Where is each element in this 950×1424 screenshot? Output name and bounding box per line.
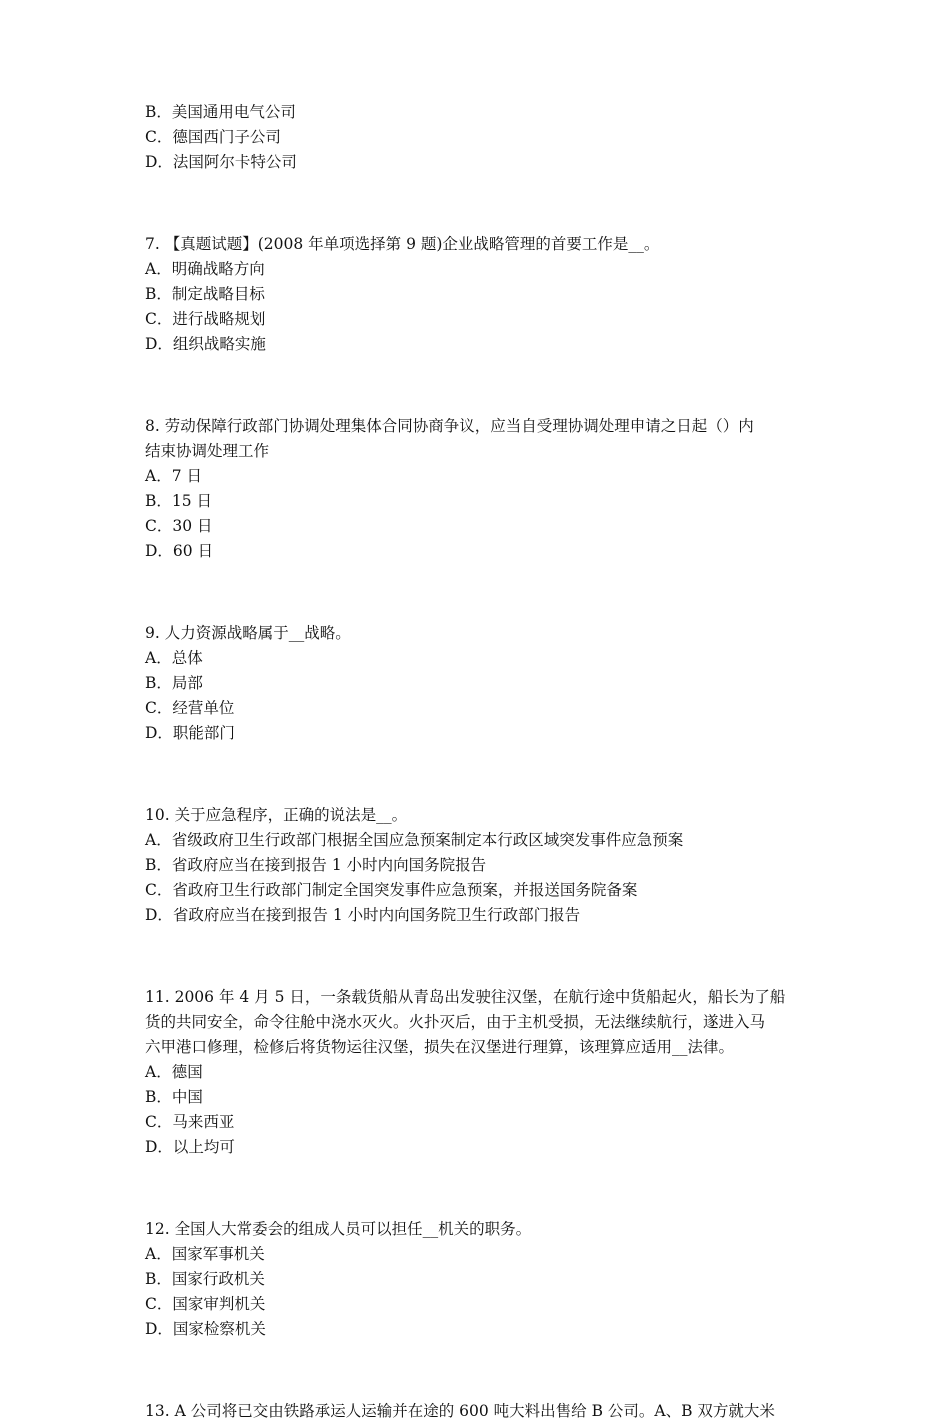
text-line: 12. 全国人大常委会的组成人员可以担任__机关的职务。 [145, 1220, 532, 1238]
text-line: 结束协调处理工作 [145, 442, 270, 460]
text-line: 8. 劳动保障行政部门协调处理集体合同协商争议，应当自受理协调处理申请之日起（）内 [145, 417, 754, 435]
text-line: C．30 日 [145, 517, 213, 535]
text-line: B．制定战略目标 [145, 285, 265, 303]
text-line: B．局部 [145, 674, 203, 692]
text-line: C．经营单位 [145, 699, 235, 717]
text-line: D．职能部门 [145, 724, 235, 742]
text-line: C．德国西门子公司 [145, 128, 281, 146]
text-line: A．总体 [145, 649, 203, 667]
text-line: 13. A 公司将已交由铁路承运人运输并在途的 600 吨大料出售给 B 公司。A、B 双方就大米 [145, 1402, 775, 1420]
text-line: 11. 2006 年 4 月 5 日，一条载货船从青岛出发驶往汉堡，在航行途中货船起火，船长为了船 [145, 988, 786, 1006]
text-line: D．60 日 [145, 542, 214, 560]
text-line: 货的共同安全，命令往舱中浇水灭火。火扑灭后，由于主机受损，无法继续航行，遂进入马 [145, 1013, 766, 1031]
text-line: C．省政府卫生行政部门制定全国突发事件应急预案，并报送国务院备案 [145, 881, 638, 899]
paragraph-gap [145, 373, 825, 398]
text-line: 7. 【真题试题】(2008 年单项选择第 9 题)企业战略管理的首要工作是__。 [145, 235, 660, 253]
text-line: 9. 人力资源战略属于__战略。 [145, 624, 351, 642]
paragraph-gap [145, 1176, 825, 1201]
text-line: 10. 关于应急程序，正确的说法是__。 [145, 806, 408, 824]
text-line: 六甲港口修理，检修后将货物运往汉堡，损失在汉堡进行理算，该理算应适用__法律。 [145, 1038, 735, 1056]
paragraph-gap [145, 1358, 825, 1383]
text-line: D．组织战略实施 [145, 335, 266, 353]
document-body [145, 100, 825, 1424]
text-line: C．马来西亚 [145, 1113, 235, 1131]
text-line: D．省政府应当在接到报告 1 小时内向国务院卫生行政部门报告 [145, 906, 581, 924]
text-line: C．国家审判机关 [145, 1295, 266, 1313]
text-line: A．省级政府卫生行政部门根据全国应急预案制定本行政区域突发事件应急预案 [145, 831, 684, 849]
paragraph-gap [145, 944, 825, 969]
paragraph-gap [145, 762, 825, 787]
paragraph-gap [145, 191, 825, 216]
text-line: C．进行战略规划 [145, 310, 266, 328]
text-line: B．国家行政机关 [145, 1270, 265, 1288]
text-line: B．15 日 [145, 492, 213, 510]
text-line: A．国家军事机关 [145, 1245, 265, 1263]
text-line: D．国家检察机关 [145, 1320, 266, 1338]
text-line: B．中国 [145, 1088, 203, 1106]
paragraph-gap [145, 580, 825, 605]
text-line: B．省政府应当在接到报告 1 小时内向国务院报告 [145, 856, 487, 874]
text-line: D．以上均可 [145, 1138, 235, 1156]
text-line: B．美国通用电气公司 [145, 103, 296, 121]
text-line: A．明确战略方向 [145, 260, 265, 278]
text-line: A．7 日 [145, 467, 202, 485]
text-line: A．德国 [145, 1063, 203, 1081]
text-line: D．法国阿尔卡特公司 [145, 153, 297, 171]
